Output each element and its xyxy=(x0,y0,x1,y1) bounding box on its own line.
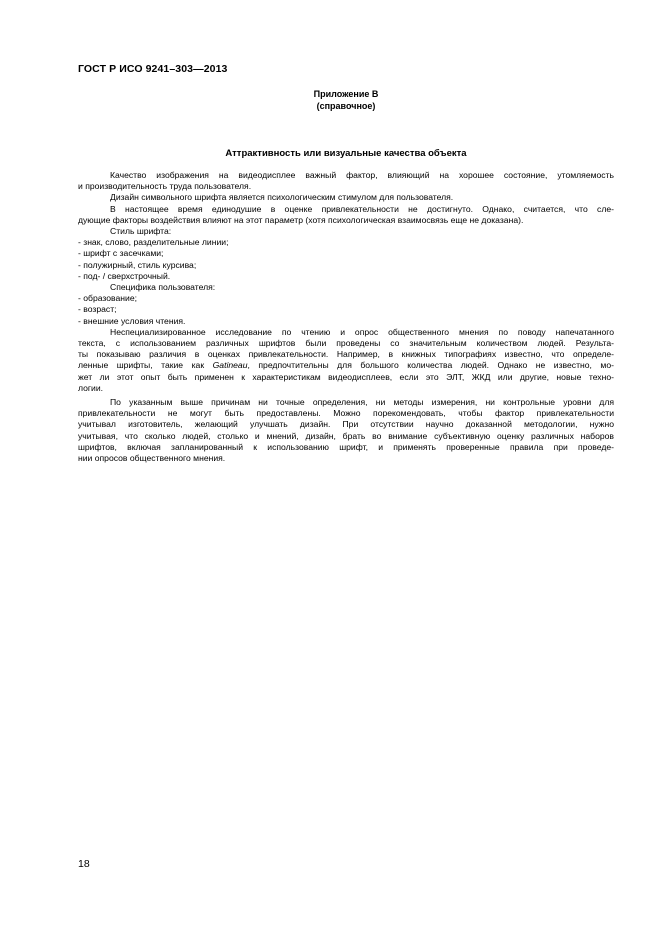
paragraph-line: Дизайн символьного шрифта является психологическим стимулом для пользователя. xyxy=(110,192,454,203)
list-item: - под- / сверхстрочный. xyxy=(78,270,171,281)
paragraph-line: учитывал изготовитель, желающий улучшать дизайн. При отсутствии научно доказанной методологии, нужно xyxy=(78,419,614,430)
paragraph-line: В настоящее время единодушие в оценке привлекательности не достигнуто. Однако, считается, что сле- xyxy=(110,203,614,214)
annex-title: Приложение В xyxy=(313,89,379,99)
paragraph-line xyxy=(78,360,614,371)
font-style-label: Стиль шрифта: xyxy=(110,226,172,237)
paragraph-line: Неспециализированное исследование по чтению и опрос общественного мнения по поводу напечатанного xyxy=(110,326,614,337)
paragraph-line: Качество изображения на видеодисплее важный фактор, влияющий на хорошее состояние, утомляемость xyxy=(110,170,614,180)
annex-subtitle: (справочное) xyxy=(316,101,376,111)
paragraph-line: шрифтов, включая запланированный к использованию шрифт, и применять проверенные правила при проведе- xyxy=(78,441,614,452)
list-item: - образование; xyxy=(78,293,137,304)
text-segment: , предпочтительны для большого количества людей. Однако не известно, мо- xyxy=(247,360,614,371)
page-number: 18 xyxy=(78,858,90,870)
body-text xyxy=(78,170,614,464)
text-segment: ленные шрифты, такие как xyxy=(78,360,213,371)
paragraph-line: привлекательности не могут быть предоставлены. Можно порекомендовать, чтобы фактор привлекательности xyxy=(78,408,614,419)
paragraph-line: дующие факторы воздействия влияют на этот параметр (хотя психологическая взаимосвязь еще не доказана). xyxy=(78,214,524,225)
user-spec-label: Специфика пользователя: xyxy=(110,282,216,293)
paragraph-line: ты показываю различия в оценках привлекательности. Например, в книжных типографиях известно, что определе- xyxy=(78,349,614,360)
list-item: - возраст; xyxy=(78,304,117,315)
paragraph-line: текста, с использованием различных шрифтов были проведены со значительным количеством людей. Результа- xyxy=(78,338,614,349)
paragraph-line: жет ли этот опыт быть применен к характеристикам видеодисплеев, если это ЭЛТ, ЖКД или другие, новые техно- xyxy=(78,371,614,382)
paragraph-line: и производительность труда пользователя. xyxy=(78,181,252,192)
paragraph-line: По указанным выше причинам ни точные определения, ни методы измерения, ни контрольные уровни для xyxy=(110,397,614,408)
list-item: - полужирный, стиль курсива; xyxy=(78,259,197,270)
paragraph-line: логии. xyxy=(78,382,104,393)
list-item: - внешние условия чтения. xyxy=(78,315,186,326)
document-code: ГОСТ Р ИСО 9241–303—2013 xyxy=(78,63,228,75)
section-title: Аттрактивность или визуальные качества объекта xyxy=(225,148,467,159)
annex-heading xyxy=(78,88,614,112)
paragraph-line: нии опросов общественного мнения. xyxy=(78,453,226,464)
list-item: - шрифт с засечками; xyxy=(78,248,164,259)
font-name-italic: Gatineau xyxy=(212,360,248,371)
paragraph-line: учитывая, что сколько людей, столько и мнений, дизайн, брать во внимание субъективную оценку различных наборов xyxy=(78,430,614,441)
list-item: - знак, слово, разделительные линии; xyxy=(78,237,229,248)
